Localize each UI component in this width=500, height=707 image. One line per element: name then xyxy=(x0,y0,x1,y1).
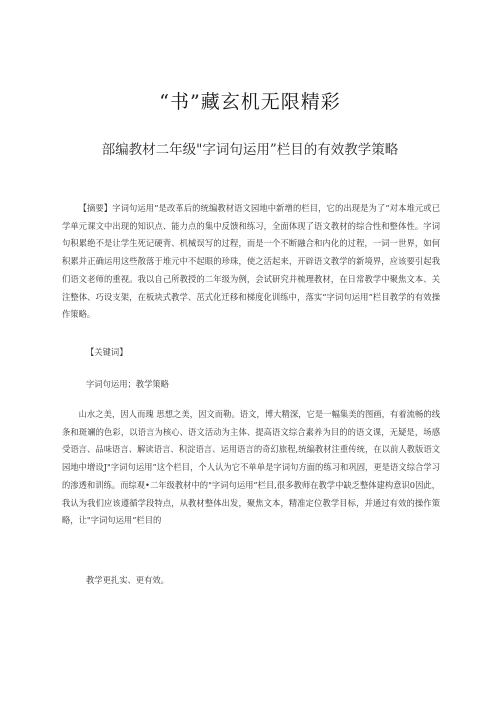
keywords-heading: 【关键词】 xyxy=(86,347,128,357)
body-paragraph: 山水之美，因人而瑰 思想之美，因文而勒。语文，博大精深，它是一幅集美的图画，有着流畅的线条和斑斓的色彩，以语言为核心、语文活动为主体、提高语文综合素养为目的的语文课，无疑是，场感受语言、品味语言、解读语言、积淀语言、运用语言的奇幻旅程,统编教材注重传统，在以前人教版语文园地中增设J"字词句运用”这个栏目，个人认为它不单单是字词句方面的练习和巩固，更是语文综合学习的渗透和训练。而综观•二年级教材中的"字词句运用”栏目,很多教师在教学中缺乏整体建构意识0因此，我认为我们应该遵循学段特点，从教材整体出发，聚焦文本，精准定位教学目标，并通过有效的操作策略，让"字词句运用”栏目的 xyxy=(62,409,440,526)
sub-title: 部编教材二年级"字词句运用”栏目的有效教学策略 xyxy=(101,142,399,158)
abstract-paragraph: 【摘要】字词句运用”是改革后的统编教材语文园地中新增的栏目，它的出现是为了”对本堆元或已学单元课文中出现的知识点、能力点的集中反馈和练习，全面体现了语文教材的综合性和整体性。字词句积累绝不是让学生死记硬背、机械误写的过程，而是一个不断融合和内化的过程，一词一世界，如何积累并正确运用这些散落于堆元中不起眼的珍珠，使之活起来，开辟语文教学的新境界，应该要引起我们语文老师的重视。我以自己所教授的二年级为例，会试研究并梳理教材，在日常教学中聚焦文本、关注整体、巧设支架，在板块式教学、茁式化迁移和梯度化训练中，落实“字词句运用”栏目教学的有效操作策略。 xyxy=(62,203,440,320)
main-title: “书”藏玄机无限精彩 xyxy=(159,91,341,113)
body-paragraph-tail: 教学更扎实、更有效。 xyxy=(86,575,169,585)
keywords-text: 字词句运用；教学策略 xyxy=(86,379,169,389)
